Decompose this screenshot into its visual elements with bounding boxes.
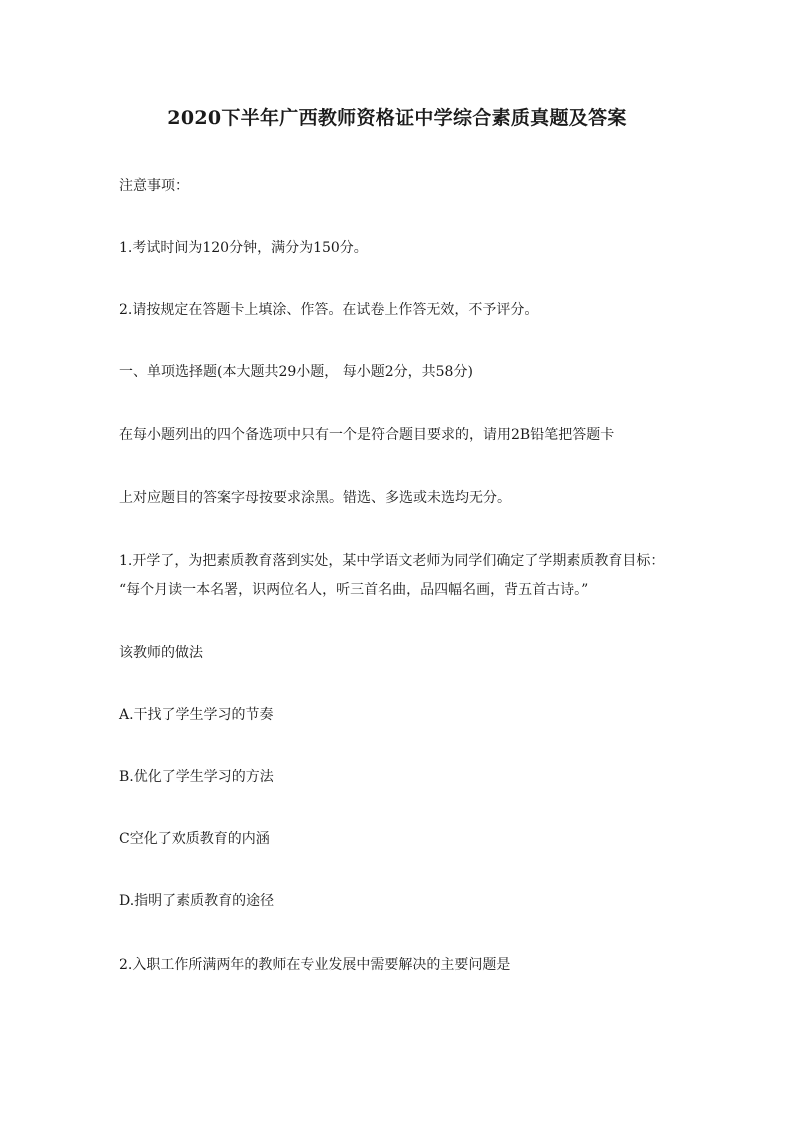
notice-item-1: 1.考试时间为120分钟，满分为150分。: [119, 240, 368, 256]
question-1-stem-line-1: 1.开学了，为把素质教育落到实处，某中学语文老师为同学们确定了学期素质教育目标：: [119, 553, 665, 569]
section-instruction-line-1: 在每小题列出的四个备选项中只有一个是符合题目要求的，请用2B铅笔把答题卡: [119, 427, 615, 443]
question-1-option-c: C空化了欢质教育的内涵: [119, 831, 270, 847]
question-2-stem: 2.入职工作所满两年的教师在专业发展中需要解决的主要问题是: [119, 957, 511, 973]
question-1-option-b: B.优化了学生学习的方法: [119, 769, 274, 785]
question-1-option-d: D.指明了素质教育的途径: [119, 893, 275, 909]
document-title: 2020下半年广西教师资格证中学综合素质真题及答案: [167, 107, 627, 129]
question-1-option-a: A.干找了学生学习的节奏: [119, 707, 274, 723]
question-1-prompt: 该教师的做法: [119, 645, 203, 661]
section-heading: 一、单项选择题(本大题共29小题， 每小题2分，共58分): [119, 364, 473, 380]
notice-heading: 注意事项：: [119, 178, 189, 194]
question-1-stem-line-2: “每个月读一本名署，识两位名人，听三首名曲，品四幅名画，背五首古诗。”: [119, 582, 589, 598]
section-instruction-line-2: 上对应题目的答案字母按要求涂黑。错选、多选或未选均无分。: [119, 490, 511, 506]
notice-item-2: 2.请按规定在答题卡上填涂、作答。在试卷上作答无效，不予评分。: [119, 302, 539, 318]
